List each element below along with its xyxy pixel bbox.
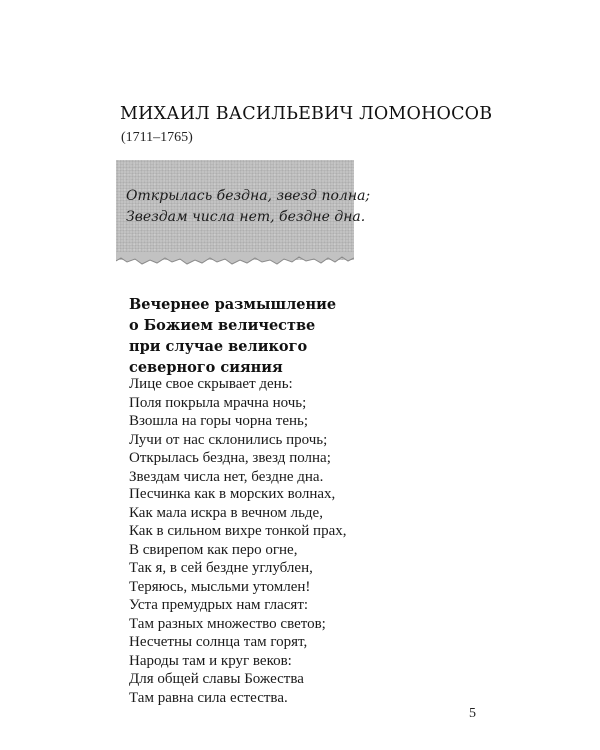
poem-title-line: о Божием величестве: [129, 317, 316, 334]
author-name: МИХАИЛ ВАСИЛЬЕВИЧ ЛОМОНОСОВ: [120, 104, 493, 124]
epigraph-line: Звездам числа нет, бездне дна.: [126, 209, 366, 225]
poem-line: Звездам числа нет, бездне дна.: [129, 468, 324, 485]
poem-title-line: Вечернее размышление: [129, 296, 337, 313]
poem-title: [129, 294, 336, 378]
poem-line: Поля покрыла мрачна ночь;: [129, 394, 307, 411]
poem-line: В свирепом как перо огне,: [129, 541, 298, 558]
epigraph-text: [126, 186, 370, 228]
poem-line: Теряюсь, мысльми утомлен!: [129, 578, 311, 595]
poem-line: Лице свое скрывает день:: [129, 376, 293, 392]
poem-line: Лучи от нас склонились прочь;: [129, 431, 328, 448]
poem-title-line: северного сияния: [129, 359, 283, 376]
poem-line: Как в сильном вихре тонкой прах,: [129, 523, 347, 540]
poem-title-line: при случае великого: [129, 338, 308, 355]
author-years: (1711–1765): [121, 130, 193, 145]
stanza-2: [129, 485, 346, 597]
poem-line: Уста премудрых нам гласят:: [129, 597, 309, 613]
poem-line: Песчинка как в морских волнах,: [129, 486, 336, 502]
epigraph-line: Открылась бездна, звезд полна;: [126, 188, 371, 204]
epigraph-box: [116, 160, 371, 260]
poem-line: Открылась бездна, звезд полна;: [129, 450, 331, 467]
poem-line: Народы там и круг веков:: [129, 652, 292, 669]
stanza-1: [129, 375, 331, 487]
stanza-3: [129, 596, 326, 708]
torn-paper-edge: [116, 252, 354, 266]
poem-line: Как мала искра в вечном льде,: [129, 504, 323, 521]
poem-line: Так я, в сей бездне углублен,: [129, 560, 313, 577]
poem-line: Взошла на горы чорна тень;: [129, 413, 309, 430]
poem-line: Несчетны солнца там горят,: [129, 634, 308, 651]
poem-line: Там разных множество светов;: [129, 615, 326, 632]
poem-line: Для общей славы Божества: [129, 671, 304, 688]
page-number: 5: [469, 706, 476, 721]
poem-line: Там равна сила естества.: [129, 689, 288, 706]
